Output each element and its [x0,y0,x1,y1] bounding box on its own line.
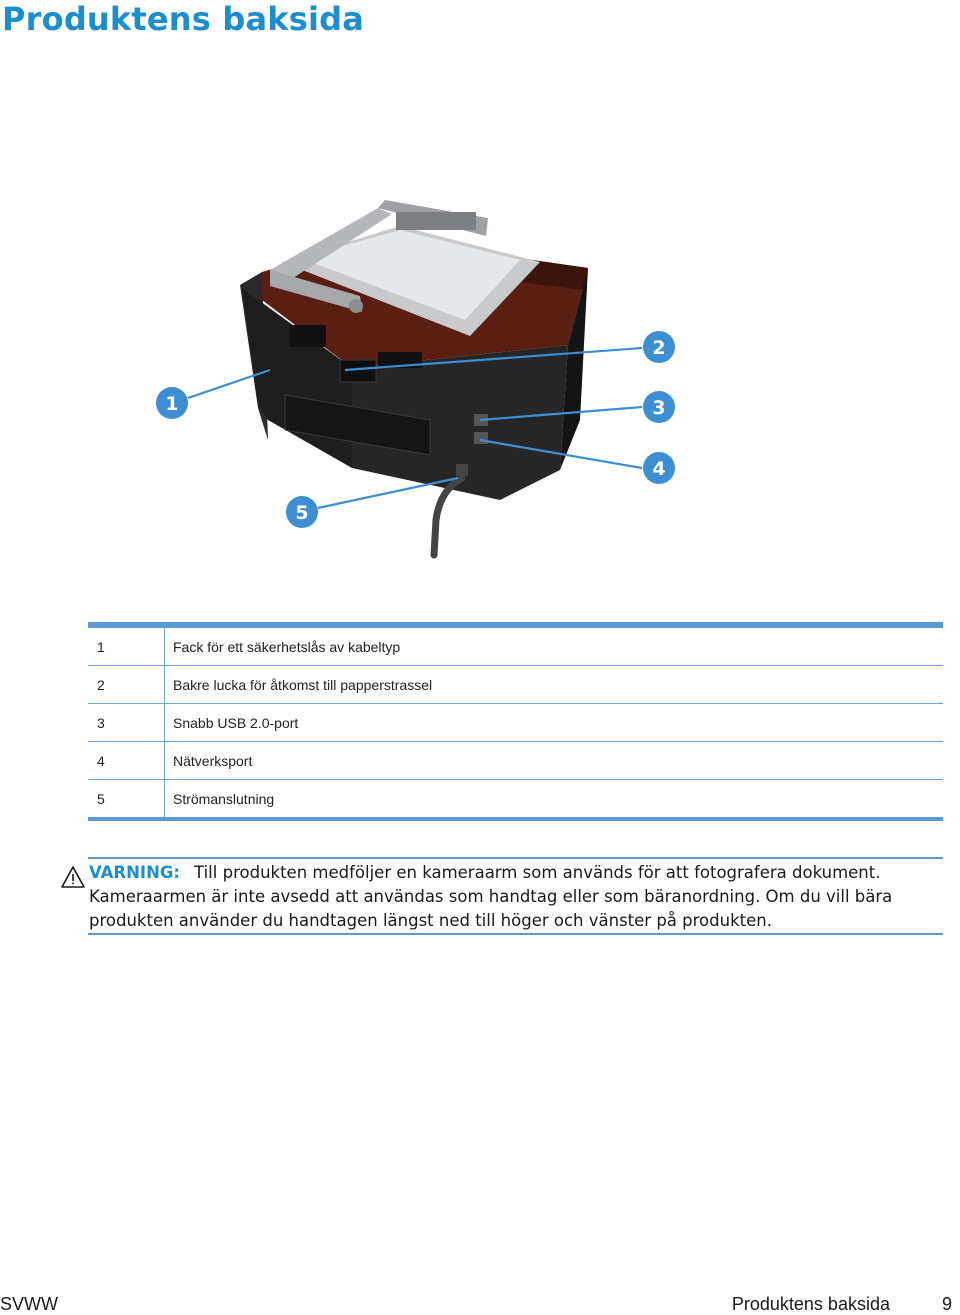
table-row [88,742,943,780]
legend-description: Nätverksport [173,752,253,769]
warning-label: VARNING: [89,863,181,882]
legend-number: 4 [88,742,165,779]
warning-rule-top [88,857,943,859]
table-row [88,704,943,742]
page-title: Produktens baksida [2,0,365,38]
callout-1 [156,387,188,419]
footer-section: Produktens baksida [731,1294,890,1314]
callout-2 [643,331,675,363]
footer-right [732,1294,952,1315]
footer-left: SVWW [0,1294,58,1314]
table-row [88,628,943,666]
legend-description: Snabb USB 2.0-port [173,714,299,731]
page-number: 9 [941,1294,952,1314]
table-row [88,780,943,817]
svg-text:5: 5 [295,502,309,524]
legend-description: Bakre lucka för åtkomst till papperstrassel [173,676,433,693]
legend-description: Fack för ett säkerhetslås av kabeltyp [173,638,401,655]
legend-table [88,622,943,821]
svg-text:1: 1 [165,393,179,415]
table-row [88,666,943,704]
warning-triangle-icon [60,865,86,889]
warning-rule-bottom [88,933,943,935]
warning-body: Till produkten medföljer en kameraarm som används för att fotografera dokument. Kameraarmen är inte avsedd att användas som handtag eller som bäranordning. Om du vill bära produkten använder du handtagen längst ned till höger och vänster på produkten. [89,863,893,930]
svg-text:3: 3 [652,397,666,419]
svg-text:2: 2 [652,337,666,359]
printer-rear-illustration [0,0,960,600]
legend-description: Strömanslutning [173,790,275,807]
warning-text [89,861,939,933]
callout-4 [643,452,675,484]
legend-number: 3 [88,704,165,741]
legend-number: 5 [88,780,165,817]
svg-text:4: 4 [652,458,666,480]
callout-5 [286,496,318,528]
legend-number: 2 [88,666,165,703]
legend-number: 1 [88,628,165,665]
callout-3 [643,391,675,423]
